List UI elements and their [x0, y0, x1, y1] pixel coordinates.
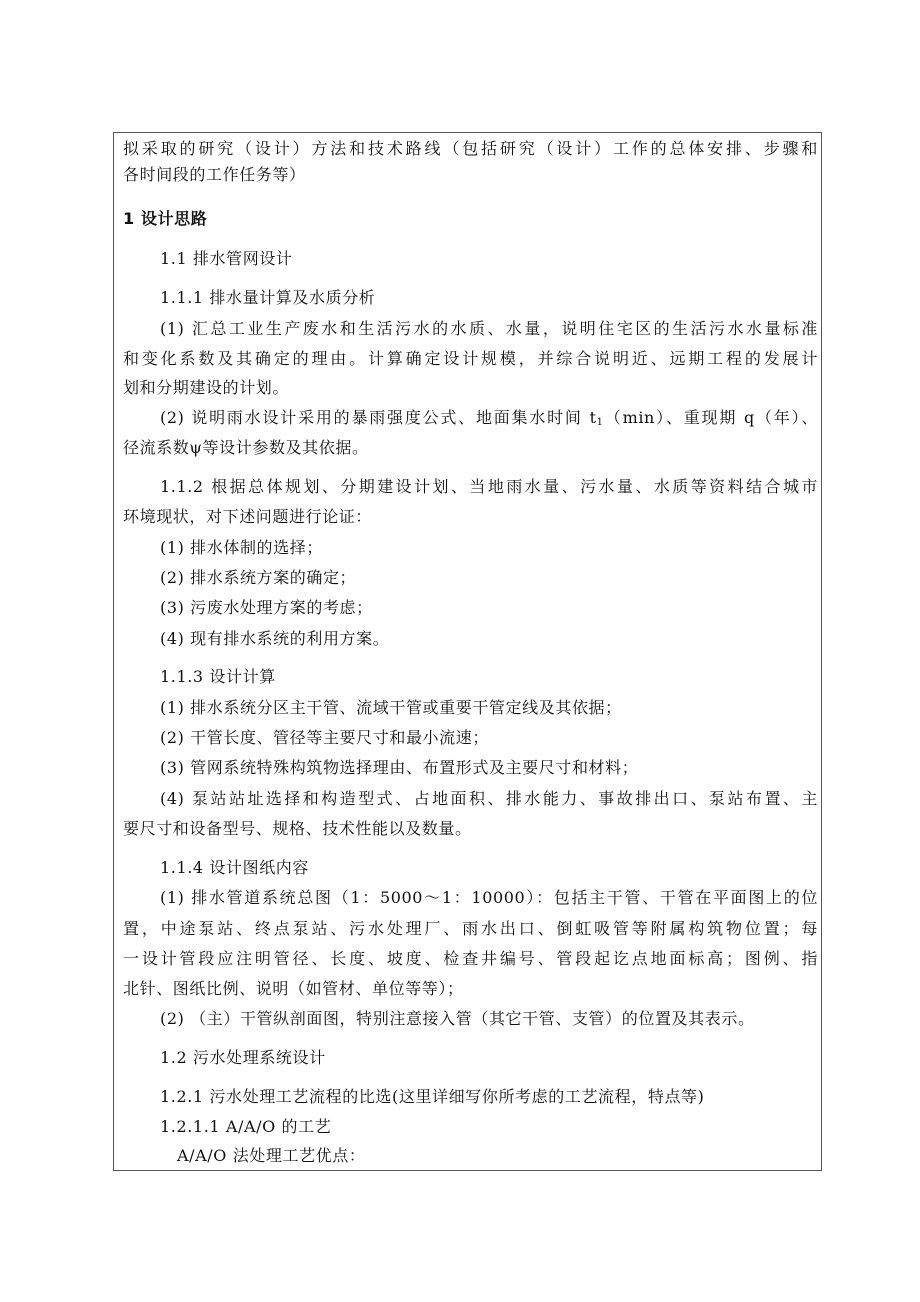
list-item: (1) 排水系统分区主干管、流域干管或重要干管定线及其依据；	[160, 698, 622, 717]
list-item: (1) 排水体制的选择；	[160, 538, 323, 557]
list-item: (3) 管网系统特殊构筑物选择理由、布置形式及主要尺寸和材料；	[160, 758, 639, 777]
section-1-1-2-line-1: 1.1.2 根据总体规划、分期建设计划、当地雨水量、污水量、水质等资料结合城市	[160, 477, 818, 496]
drawing-item-1-line-2: 置，中途泵站、终点泵站、污水处理厂、雨水出口、倒虹吸管等附属构筑物位置；每	[123, 919, 818, 938]
list-item: (2) 干管长度、管径等主要尺寸和最小流速；	[160, 728, 489, 747]
para-1-line-2: 和变化系数及其确定的理由。计算确定设计规模，并综合说明近、远期工程的发展计	[123, 349, 818, 368]
para-1-line-1: (1) 汇总工业生产废水和生活污水的水质、水量，说明住宅区的生活污水水量标准	[160, 319, 818, 338]
advantages-label: A/A/O 法处理工艺优点：	[177, 1146, 366, 1165]
list-item: (3) 污废水处理方案的考虑；	[160, 598, 373, 617]
drawing-item-1-line-1: (1) 排水管道系统总图（1：5000～1：10000）：包括主干管、干管在平面图上的位	[160, 888, 818, 907]
list-item: (4) 现有排水系统的利用方案。	[160, 629, 390, 648]
header-line-1: 拟采取的研究（设计）方法和技术路线（包括研究（设计）工作的总体安排、步骤和	[123, 139, 818, 158]
section-1-2-1-title: 1.2.1 污水处理工艺流程的比选(这里详细写你所考虑的工艺流程，特点等)	[160, 1087, 705, 1106]
para-2-line-2: 径流系数ψ等设计参数及其依据。	[123, 438, 369, 457]
section-1-1-1-title: 1.1.1 排水量计算及水质分析	[160, 288, 376, 307]
section-1-2-title: 1.2 污水处理系统设计	[160, 1048, 326, 1067]
section-1-1-2-line-2: 环境现状，对下述问题进行论证：	[123, 507, 373, 526]
section-1-title: 1 设计思路	[123, 209, 208, 228]
para-1-line-3: 划和分期建设的计划。	[123, 378, 290, 397]
section-1-1-title: 1.1 排水管网设计	[160, 249, 293, 268]
drawing-item-2: (2) （主）干管纵剖面图，特别注意接入管（其它干管、支管）的位置及其表示。	[160, 1009, 755, 1028]
para-2-line-1: (2) 说明雨水设计采用的暴雨强度公式、地面集水时间 $t_1(\min)$、重现期 q（年）、	[160, 408, 818, 428]
drawing-item-1-line-4: 北针、图纸比例、说明（如管材、单位等等）；	[123, 979, 464, 998]
list-item: (2) 排水系统方案的确定；	[160, 568, 357, 587]
section-1-2-1-1-title: 1.2.1.1 A/A/O 的工艺	[160, 1117, 332, 1136]
list-item-4-line-2: 要尺寸和设备型号、规格、技术性能以及数量。	[123, 819, 472, 838]
list-item-4-line-1: (4) 泵站站址选择和构造型式、占地面积、排水能力、事故排出口、泵站布置、主	[160, 789, 818, 808]
header-line-2: 各时间段的工作任务等）	[123, 165, 306, 184]
drawing-item-1-line-3: 一设计管段应注明管径、长度、坡度、检查井编号、管段起讫点地面标高；图例、指	[123, 949, 818, 968]
section-1-1-4-title: 1.1.4 设计图纸内容	[160, 858, 309, 877]
document-table-cell	[113, 132, 822, 1171]
section-1-1-3-title: 1.1.3 设计计算	[160, 667, 276, 686]
